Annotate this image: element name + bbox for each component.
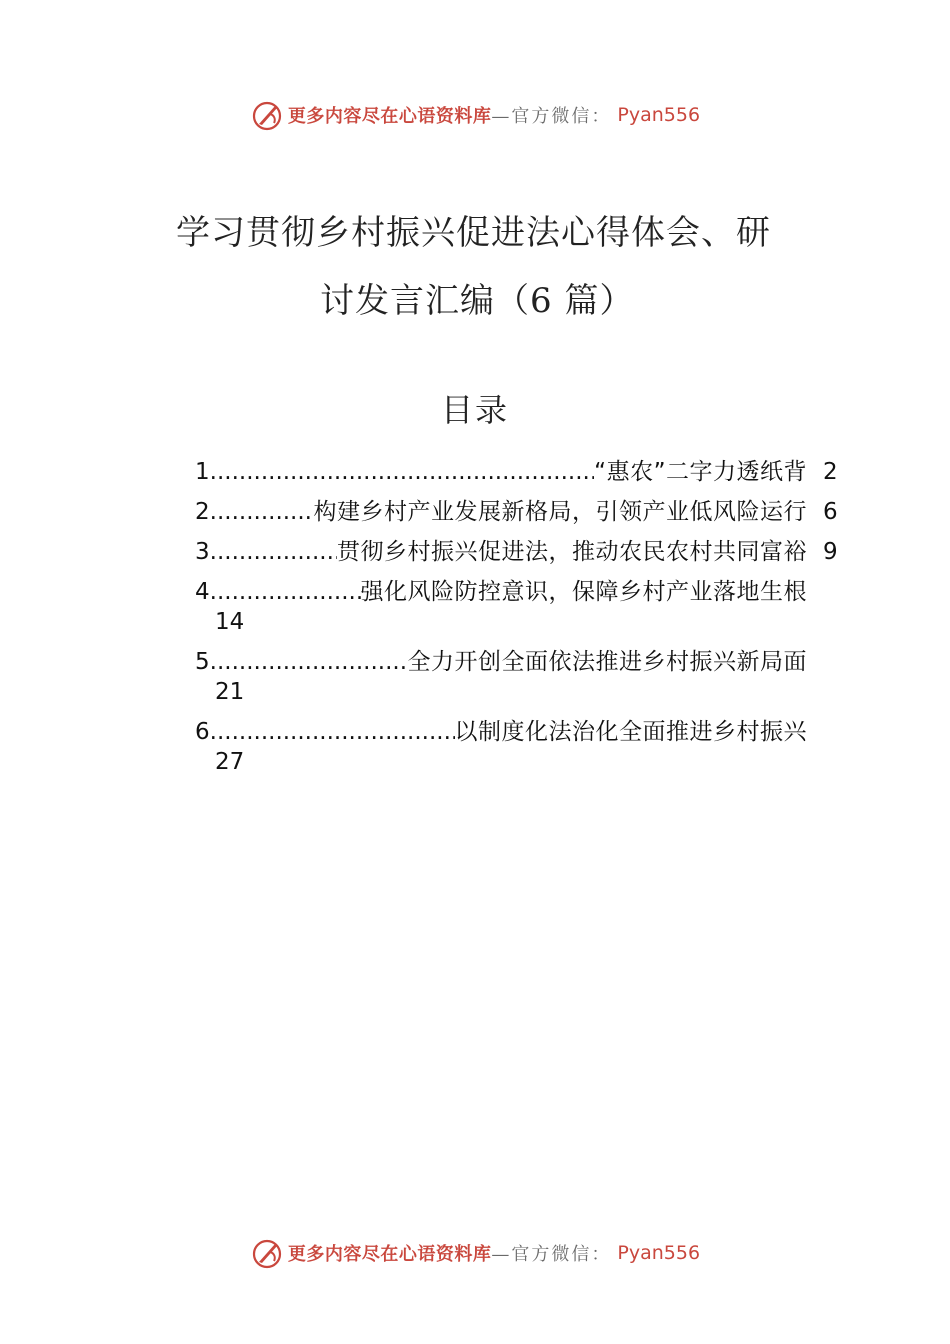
toc-entry-page: 9 <box>823 539 838 565</box>
toc-entry-number: 6 <box>195 719 210 745</box>
toc-entry-number: 2 <box>195 499 210 525</box>
toc-entry-title: “惠农”二字力透纸背 <box>594 459 807 485</box>
toc-entry-page: 27 <box>215 749 245 775</box>
watermark-brand: 更多内容尽在心语资料库 <box>287 1244 492 1265</box>
toc-entry-number: 5 <box>195 649 210 675</box>
toc-entry-title: 强化风险防控意识，保障乡村产业落地生根 <box>360 579 807 605</box>
toc-entry-page: 21 <box>215 679 245 705</box>
quill-logo-icon <box>250 1236 284 1270</box>
toc-entry[interactable] <box>195 452 845 492</box>
watermark-wechat-id: Pyan556 <box>617 104 701 126</box>
document-title-line-2: 讨发言汇编（6 篇） <box>320 281 635 321</box>
toc-entry-page: 2 <box>823 459 838 485</box>
toc-entry-title: 全力开创全面依法推进乡村振兴新局面 <box>407 649 807 675</box>
toc-entry-title: 贯彻乡村振兴促进法，推动农民农村共同富裕 <box>337 539 807 565</box>
toc-entry[interactable] <box>195 572 845 642</box>
quill-logo-icon <box>250 98 284 132</box>
header-watermark <box>0 95 950 135</box>
footer-watermark <box>0 1233 950 1273</box>
toc-entry-page: 6 <box>823 499 838 525</box>
table-of-contents <box>195 452 845 782</box>
toc-entry-title: 构建乡村产业发展新格局，引领产业低风险运行 <box>313 499 807 525</box>
toc-entry[interactable] <box>195 642 845 712</box>
toc-heading: 目录 <box>440 391 509 429</box>
toc-entry[interactable] <box>195 712 845 782</box>
toc-entry[interactable] <box>195 492 845 532</box>
watermark-brand: 更多内容尽在心语资料库 <box>287 106 492 127</box>
toc-entry-number: 4 <box>195 579 210 605</box>
toc-dot-leader <box>210 532 337 572</box>
toc-entry[interactable] <box>195 532 845 572</box>
watermark-wechat-id: Pyan556 <box>617 1242 701 1264</box>
toc-entry-number: 1 <box>195 459 210 485</box>
document-title-line-1: 学习贯彻乡村振兴促进法心得体会、研 <box>176 213 771 253</box>
watermark-contact-label: —官方微信： <box>491 1244 612 1265</box>
toc-dot-leader <box>210 452 595 492</box>
toc-dot-leader <box>210 712 455 752</box>
toc-entry-page: 14 <box>215 609 245 635</box>
toc-entry-title: 以制度化法治化全面推进乡村振兴 <box>454 719 807 745</box>
watermark-contact-label: —官方微信： <box>491 106 612 127</box>
toc-entry-number: 3 <box>195 539 210 565</box>
toc-dot-leader <box>210 492 314 532</box>
